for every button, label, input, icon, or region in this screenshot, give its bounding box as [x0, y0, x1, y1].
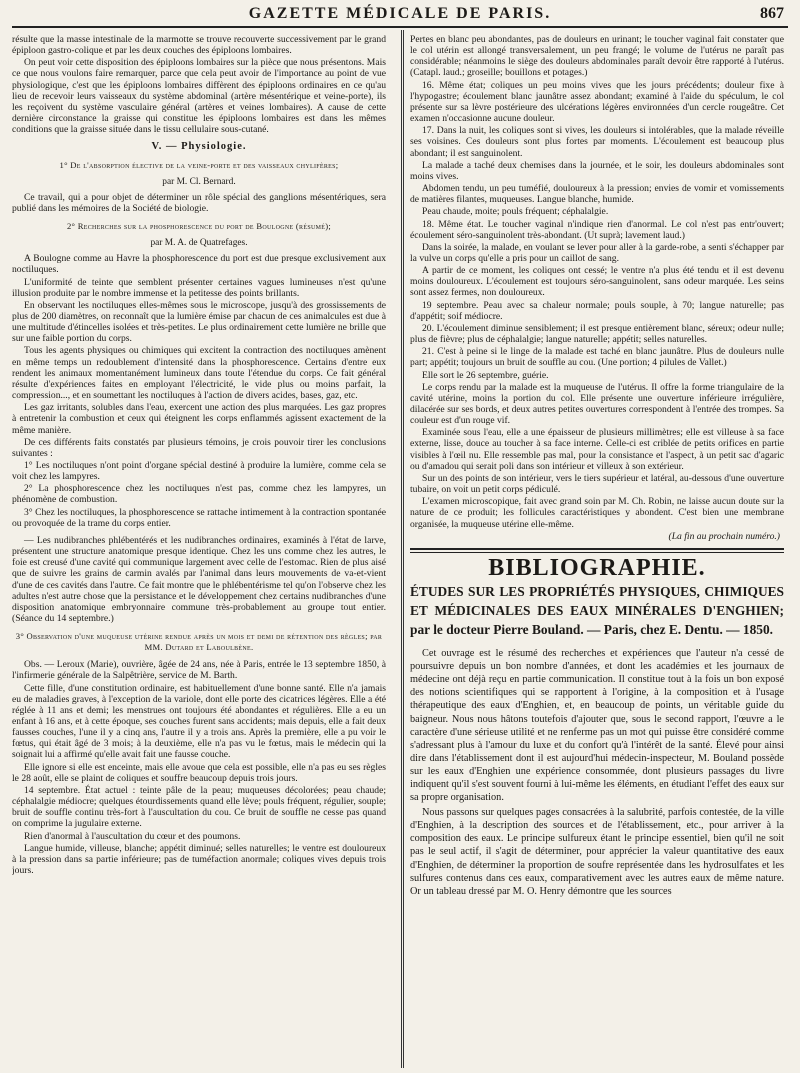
- paragraph: En observant les noctiluques elles-mêmes sous le microscope, jusqu'à des grossissements de plus de 200 diamètres, on reconnaît que la lumière émise par chacun de ces animalcules est due à une multitude d'étincelles isolées et très-petites. Le plus ordinairement cette lumière ne brille que sur une faible portion du corps.: [12, 299, 386, 345]
- paragraph: A partir de ce moment, les coliques ont cessé; le ventre n'a plus été tendu et il est devenu moins douloureux. L'écoulement est toujours séro-sanguinolent, sans odeur marquée. Les seins sont assez fermes, non douloureux.: [410, 265, 784, 299]
- paragraph: Pertes en blanc peu abondantes, pas de douleurs en urinant; le toucher vaginal fait constater que le col utérin est allongé transversalement, un peu frangé; le volume de l'utérus ne paraît pas considérable; néanmoins le siège des douleurs abdominales paraît devoir être rapporté à l'utérus. (Catapl. laud.; groseille; bouillons et potages.): [410, 34, 784, 79]
- subsection-title: 2° Recherches sur la phosphorescence du port de Boulogne (résumé);: [66, 221, 332, 232]
- subsection-heading: [12, 160, 386, 171]
- subsection-heading: [12, 221, 386, 232]
- paragraph: Sur un des points de son intérieur, vers le tiers supérieur et latéral, au-dessous d'une ouverture tubaire, on voit un petit corps pédiculé.: [410, 472, 784, 496]
- paragraph: Dans la soirée, la malade, en voulant se lever pour aller à la garde-robe, a senti s'échapper par la vulve un corps qu'elle a pris pour un caillot de sang.: [410, 241, 784, 264]
- section-heading: V. — Physiologie.: [151, 141, 247, 153]
- paragraph: Cet ouvrage est le résumé des recherches et expériences que l'auteur n'a cessé de poursuivre depuis un bon nombre d'années, et dont les académies et les journaux de médecine ont déjà reçu en partie communication. Il constitue tout à la fois un bon exposé des notions scientifiques qui se rapportent à l'origine, à la composition et à l'usage thérapeutique des eaux d'Enghien, et, en beaucoup de points, un véritable guide du baigneur. Nous nous hâtons toutefois d'ajouter que, sous le second rapport, l'œuvre a le caractère d'une sérieuse utilité et ne renferme pas un mot qui puisse être considéré comme s'adressant plus à l'amour du luxe et du confort qu'à l'intérêt de la santé. Élevé pour ainsi dire dans l'établissement dont il est aujourd'hui médecin-inspecteur, M. Bouland possède sur les eaux d'Enghien une expérience consommée, dont plusieurs passages du livre indiquent qu'il s'est souvent fourni à lui-même les éléments, en étudiant l'effet des eaux sur sa propre organisation.: [410, 648, 784, 804]
- paragraph: La malade a taché deux chemises dans la journée, et le soir, les douleurs abdominales sont moins vives.: [410, 159, 784, 182]
- paragraph: 20. L'écoulement diminue sensiblement; il est presque entièrement blanc, séreux; odeur nulle; plus de fièvre; plus de céphalalgie; langue naturelle; appétit; selles naturelles.: [410, 322, 784, 346]
- paragraph: 21. C'est à peine si le linge de la malade est taché en blanc jaunâtre. Plus de douleurs nulle part; appétit; toujours un bruit de souffle au cou. (Une portion; 4 pilules de Vallet.): [410, 346, 784, 369]
- book-title: ÉTUDES SUR LES PROPRIÉTÉS PHYSIQUES, CHIMIQUES ET MÉDICINALES DES EAUX MINÉRALES D'ENGHIEN; par le docteur Pierre Bouland. — Paris, chez E. Dentu. — 1850.: [410, 584, 784, 638]
- bibliography-heading: BIBLIOGRAPHIE.: [488, 554, 706, 581]
- paragraph: Elle ignore si elle est enceinte, mais elle avoue que cela est possible, elle n'a pas eu ses règles le 28 août, elle se plaint de coliques et souffre beaucoup depuis trois jours.: [12, 761, 386, 784]
- continuation-note: (La fin au prochain numéro.): [668, 530, 780, 542]
- paragraph: Langue humide, villeuse, blanche; appétit diminué; selles naturelles; le ventre est douloureux à la pression dans sa partie inférieure; pas de tuméfaction anormale; coliques vives depuis trois jours.: [12, 842, 386, 876]
- paragraph: De ces différents faits constatés par plusieurs témoins, je crois pouvoir tirer les conclusions suivantes :: [12, 436, 386, 459]
- paragraph: 1° Les noctiluques n'ont point d'organe spécial destiné à produire la lumière, comme cela se voit chez les lampyres.: [12, 460, 386, 483]
- column-divider: [401, 30, 402, 1068]
- column-divider-double: [403, 30, 404, 1068]
- section-separator: [410, 548, 784, 550]
- subsection-author: par M. Cl. Bernard.: [162, 176, 236, 187]
- paragraph: — Les nudibranches phlébentérés et les nudibranches ordinaires, examinés à l'état de larve, présentent une structure anatomique presque identique. Chez les uns comme chez les autres, le foie est creusé d'une cavité qui communique largement avec celle de l'estomac. Rien de plus aisé que de suivre les grains de carmin avalés par l'animal dans leurs mouvements de va-et-vient d'une de ces cavités dans l'autre. Ce fait montre que le phlébentérisme tel qu'on l'observe chez les adultes n'est autre chose que la persistance et le développement chez certains nudibranches d'une disposition anatomique embryonnaire commune très-probablement au groupe tout entier. (Séance du 14 septembre.): [12, 534, 386, 625]
- journal-title: GAZETTE MÉDICALE DE PARIS.: [248, 5, 552, 22]
- paragraph: Le corps rendu par la malade est la muqueuse de l'utérus. Il offre la forme triangulaire de la cavité utérine, moins la portion du col. Elle présente une ouverture inférieure irrégulière, dilacérée sur ses bords, et deux autres petites ouvertures correspondent à l'entrée des trompes. Sa couleur est d'un rouge vif.: [410, 381, 784, 427]
- paragraph: Ce travail, qui a pour objet de déterminer un rôle spécial des ganglions mésentériques, sera publié dans les mémoires de la Société de biologie.: [12, 191, 386, 214]
- bibliography-body: [410, 647, 784, 898]
- subsection-heading: [12, 631, 386, 653]
- page-header: [12, 4, 788, 28]
- paragraph: L'uniformité de teinte que semblent présenter certaines vagues lumineuses n'est qu'une illusion produite par le nombre immense et la petitesse des points brillants.: [12, 276, 386, 299]
- paragraph: On peut voir cette disposition des épiploons lombaires sur la pièce que nous présentons. Mais ce que nous voulons faire remarquer, parce que cela peut avoir de l'importance au point de vue physiologique, c'est que les épiploons lombaires diffèrent des épiploons ordinaires en ce qu'au lieu de recevoir leurs vaisseaux du système abdominal (artère mésentérique et veine-porte), ils les reçoivent du système vasculaire général (artères et veines lombaires). A cause de cette dernière circonstance la graisse qui constitue les épiploons lombaires est dans les mêmes conditions que la graisse située dans le tissu cellulaire sous-cutané.: [12, 57, 386, 136]
- paragraph: Tous les agents physiques ou chimiques qui excitent la contraction des noctiluques amènent en même temps un redoublement d'intensité dans la phosphorescence. Certains d'entre eux rendent les animaux momentanément lumineux dans toute l'étendue du corps. Ce fait général résulte d'expériences faites en employant l'électricité, le vide plus ou moins parfait, la compression..., et en soumettant les noctiluques à l'action de divers acides, bases, gaz, etc.: [12, 345, 386, 402]
- paragraph: Elle sort le 26 septembre, guérie.: [422, 369, 549, 381]
- paragraph: 2° La phosphorescence chez les noctiluques n'est pas, comme chez les lampyres, un phénomène de combustion.: [12, 483, 386, 506]
- paragraph: 18. Même état. Le toucher vaginal n'indique rien d'anormal. Le col n'est pas entr'ouvert; écoulement séro-sanguinolent très-abondant. (Ut suprà; lavement laud.): [410, 218, 784, 241]
- page-number: 867: [760, 5, 784, 22]
- paragraph: Nous passons sur quelques pages consacrées à la salubrité, parfois contestée, de la ville d'Enghien, à la description des sources et de l'établissement, etc., pour arriver à la composition des eaux. Le principe sulfureux étant le principe essentiel, bien qu'il ne soit pas le seul actif, il s'agit de déterminer, pour apprécier la valeur quantitative des eaux d'Enghien, de déterminer la proportion de soufre représentée dans les hydrosulfates et les sulfures contenus dans ces eaux, comparativement avec les autres eaux de même nature. Or un tableau dressé par M. O. Henry démontre que les sources: [410, 807, 784, 897]
- paragraph: 19 septembre. Peau avec sa chaleur normale; pouls souple, à 70; langue naturelle; pas d'appétit; soif médiocre.: [410, 299, 784, 322]
- subsection-title: 3° Observation d'une muqueuse utérine rendue après un mois et demi de rétention des règles; par MM. Dutard et Laboulbène.: [15, 631, 383, 653]
- paragraph: 3° Chez les noctiluques, la phosphorescence se rattache intimement à la contraction spontanée ou provoquée de la trame du corps entier.: [12, 506, 386, 529]
- paragraph: Obs. — Leroux (Marie), ouvrière, âgée de 24 ans, née à Paris, entrée le 13 septembre 1850, à l'infirmerie générale de la Salpêtrière, service de M. Barth.: [12, 659, 386, 682]
- paragraph: Examinée sous l'eau, elle a une épaisseur de plusieurs millimètres; elle est villeuse à sa face externe, lisse, douce au toucher à sa face interne. Celle-ci est criblée de petits orifices en partie visibles à l'œil nu. Elle ressemble pas mal, pour la consistance et l'aspect, à un petit sac d'agaric ou d'amadou qui serait poli dans son intérieur et villeux à son extérieur.: [410, 427, 784, 472]
- paragraph: 17. Dans la nuit, les coliques sont si vives, les douleurs si intolérables, que la malade réveille ses voisines. Ces douleurs sont plus fortes par moments. L'écoulement est beaucoup plus abondant; il est sanguinolent.: [410, 125, 784, 159]
- paragraph: Abdomen tendu, un peu tuméfié, douloureux à la pression; envies de vomir et vomissements de matières filantes, muqueuses. Langue blanche, humide.: [410, 183, 784, 206]
- right-column: [410, 34, 784, 1069]
- section-separator-thin: [410, 552, 784, 553]
- subsection-author: par M. A. de Quatrefages.: [150, 238, 248, 249]
- paragraph: Peau chaude, moite; pouls fréquent; céphalalgie.: [422, 206, 609, 218]
- subsection-title: 1° De l'absorption élective de la veine-porte et des vaisseaux chylifères;: [59, 159, 339, 170]
- paragraph: 16. Même état; coliques un peu moins vives que les jours précédents; douleur fixe à l'hypogastre; écoulement blanc jaunâtre assez abondant; examiné à l'aide du spéculum, le col présente sur sa lèvre postérieure des ulcérations légères environnées d'un cercle rougeâtre. Cet examen n'occasionne aucune douleur.: [410, 79, 784, 125]
- paragraph: Les gaz irritants, solubles dans l'eau, exercent une action des plus marquées. Les gaz propres à entretenir la combustion et ceux qui éteignent les corps enflammés agissent exactement de la même manière.: [12, 402, 386, 436]
- paragraph: résulte que la masse intestinale de la marmotte se trouve recouverte successivement par le grand épiploon gastro-colique et par les deux couches des épiploons lombaires.: [12, 34, 386, 57]
- paragraph: L'examen microscopique, fait avec grand soin par M. Ch. Robin, ne laisse aucun doute sur la nature de ce produit; les follicules caractéristiques y abondent. C'est bien une membrane organisée, la muqueuse utérine elle-même.: [410, 496, 784, 530]
- left-column: [12, 34, 386, 1069]
- paragraph: 14 septembre. État actuel : teinte pâle de la peau; muqueuses décolorées; peau chaude; céphalalgie médiocre; quelques étourdissements quand elle lève; pouls fréquent, régulier, souple; bruit de souffle continu très-fort à l'auscultation du cou. Ce bruit de souffle ne cesse pas quand on comprime la jugulaire externe.: [12, 784, 386, 830]
- paragraph: Rien d'anormal à l'auscultation du cœur et des poumons.: [24, 830, 241, 842]
- paragraph: A Boulogne comme au Havre la phosphorescence du port est due presque exclusivement aux noctiluques.: [12, 253, 386, 276]
- paragraph: Cette fille, d'une constitution ordinaire, est habituellement d'une bonne santé. Elle n'a jamais eu de maladies graves, à l'exception de la variole, dont elle porte des cicatrices légères. Elle a été réglée à 11 ans et demi; les menstrues ont toujours été abondantes et régulières. Elle a eu un enfant à 16 ans, et à cette époque, ses couches furent sans accidents; mais depuis, elle a fait deux fausses couches, l'une il y a cinq ans, l'autre il y a trois ans. Après la première, elle a pu voir le fœtus, qui était âgé de 3 mois; à la deuxième, elle n'a pas vu le fœtus, mais le médecin qui la soignait lui a affirmé qu'elle avait fait une fausse couche.: [12, 682, 386, 761]
